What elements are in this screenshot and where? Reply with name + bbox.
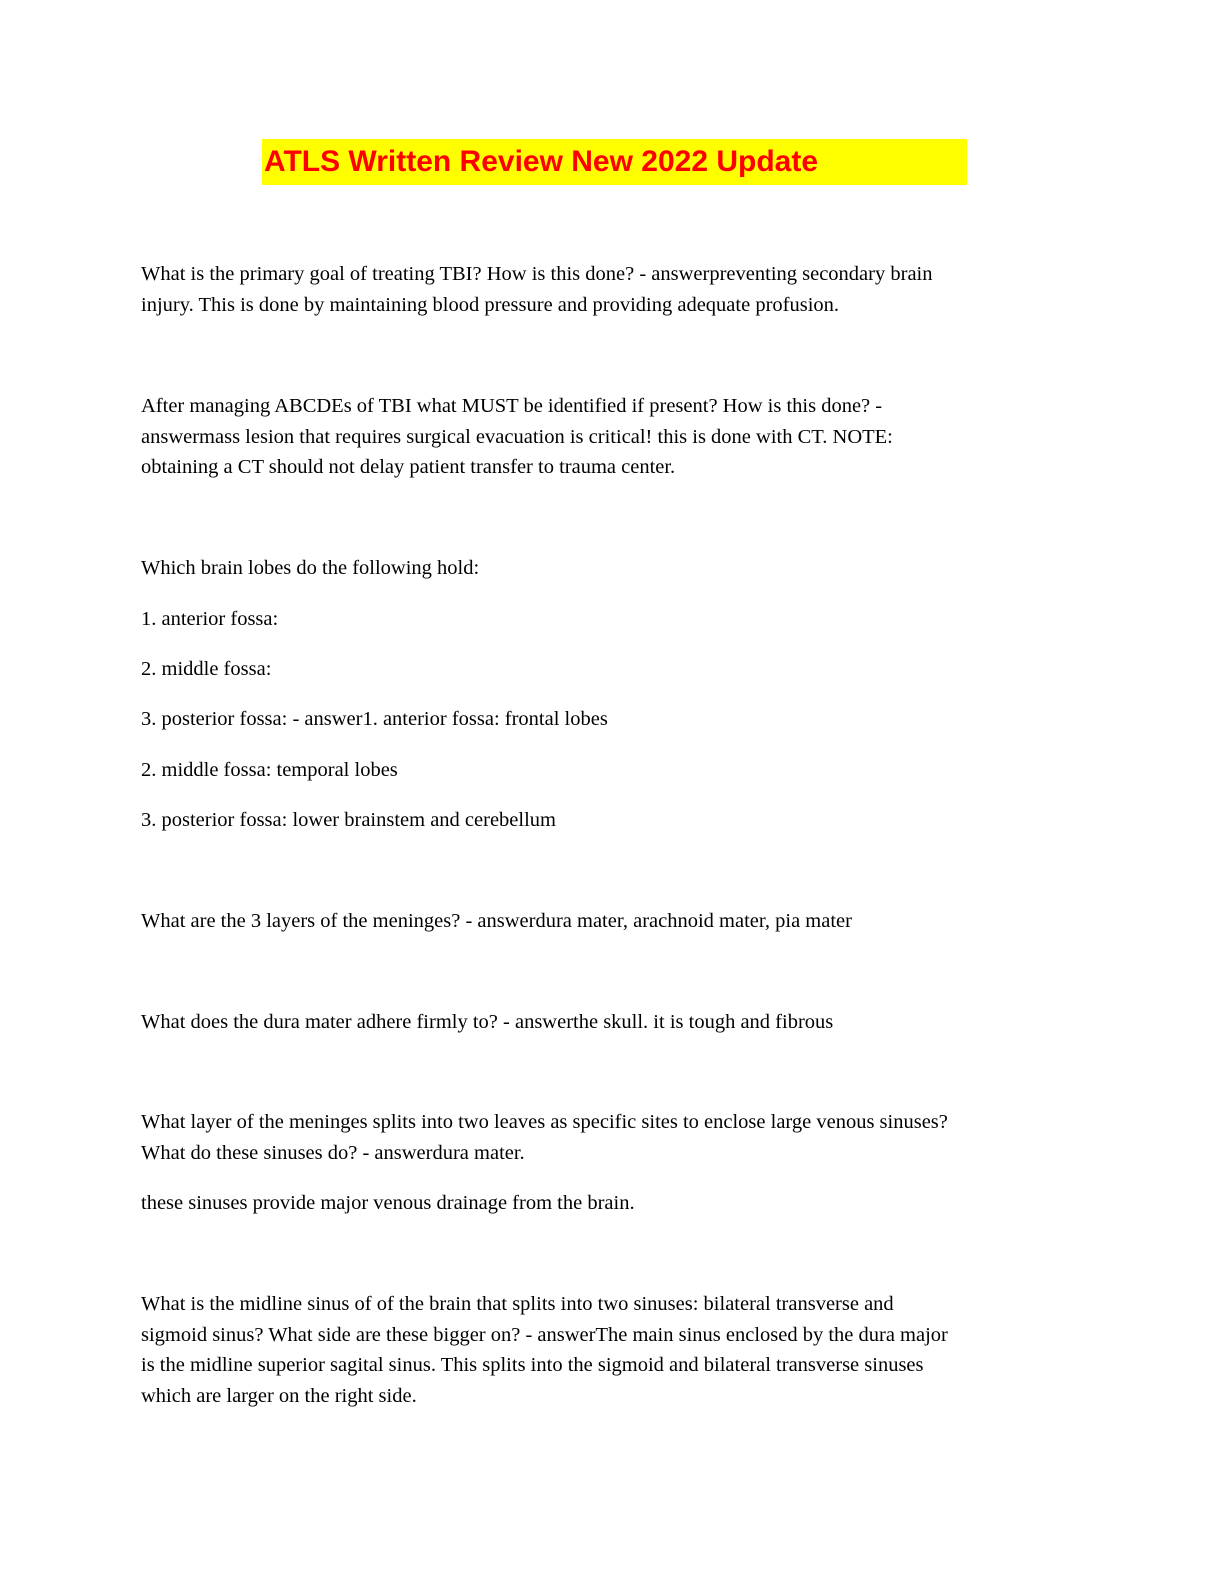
q7-line-4: which are larger on the right side. [141,1385,417,1407]
q7-line-2: sigmoid sinus? What side are these bigger on? - answerThe main sinus enclosed by the dura major [141,1324,948,1346]
q2-line-2: answermass lesion that requires surgical evacuation is critical! this is done with CT. NOTE: [141,426,893,448]
q3-item-2: 2. middle fossa: [141,658,272,680]
q7-line-1: What is the midline sinus of of the brain that splits into two sinuses: bilateral transverse and [141,1293,894,1315]
q6-line-3: these sinuses provide major venous drainage from the brain. [141,1192,635,1214]
q3-item-3: 3. posterior fossa: - answer1. anterior fossa: frontal lobes [141,708,608,730]
q3-answer-2: 2. middle fossa: temporal lobes [141,759,398,781]
q3-answer-3: 3. posterior fossa: lower brainstem and cerebellum [141,809,556,831]
q4-line-1: What are the 3 layers of the meninges? - answerdura mater, arachnoid mater, pia mater [141,910,852,932]
q2-line-1: After managing ABCDEs of TBI what MUST be identified if present? How is this done? - [141,395,883,417]
q6-line-1: What layer of the meninges splits into two leaves as specific sites to enclose large venous sinuses? [141,1111,948,1133]
q6-line-2: What do these sinuses do? - answerdura mater. [141,1142,525,1164]
page-title: ATLS Written Review New 2022 Update [264,145,819,178]
q3-intro: Which brain lobes do the following hold: [141,557,480,579]
q1-line-2: injury. This is done by maintaining blood pressure and providing adequate profusion. [141,294,840,316]
q5-line-1: What does the dura mater adhere firmly to? - answerthe skull. it is tough and fibrous [141,1011,834,1033]
q1-line-1: What is the primary goal of treating TBI? How is this done? - answerpreventing secondary brain [141,263,933,285]
q7-line-3: is the midline superior sagital sinus. This splits into the sigmoid and bilateral transverse sinuses [141,1354,924,1376]
q3-item-1: 1. anterior fossa: [141,608,279,630]
title-highlight [262,139,967,185]
q2-line-3: obtaining a CT should not delay patient transfer to trauma center. [141,456,676,478]
